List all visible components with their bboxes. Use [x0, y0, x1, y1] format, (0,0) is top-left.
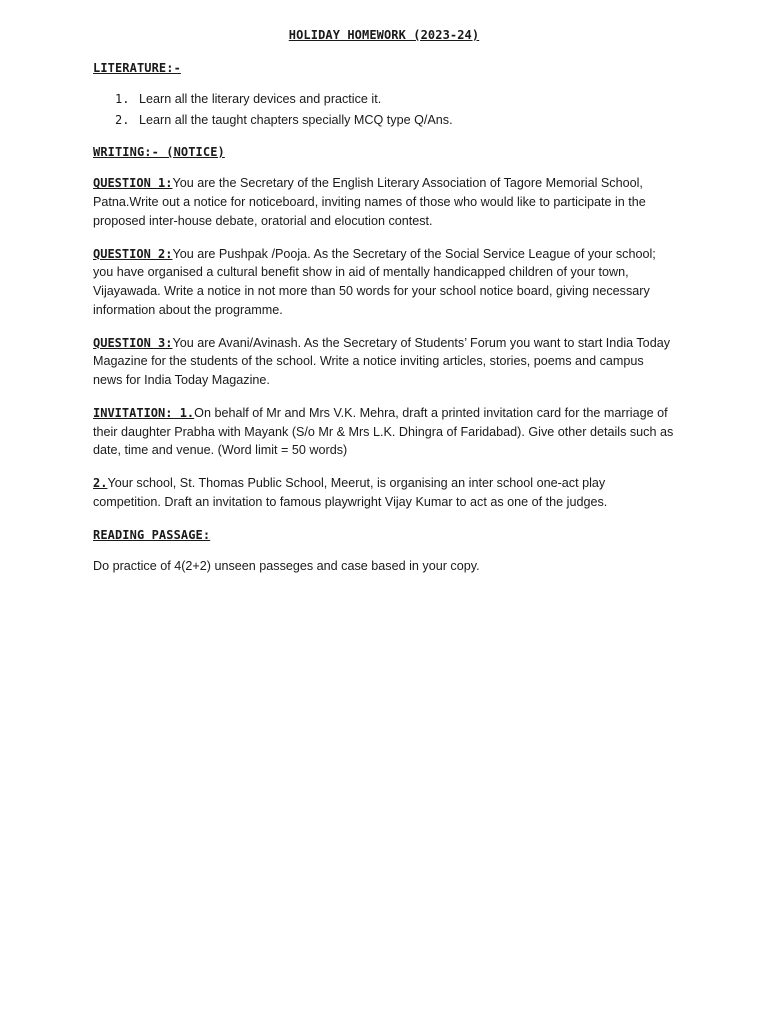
question-1-label: QUESTION 1: — [93, 176, 173, 191]
question-3-text: You are Avani/Avinash. As the Secretary of Students’ Forum you want to start India Today Magazine for the students of the school. Write a notice inviting articles, stories, poems and campus news for India Today Magazine. — [93, 335, 670, 387]
invitation-1 — [93, 404, 675, 460]
invitation-2 — [93, 474, 675, 511]
document-page — [93, 26, 675, 591]
invitation-1-text: On behalf of Mr and Mrs V.K. Mehra, draft a printed invitation card for the marriage of their daughter Prabha with Mayank (S/o Mr & Mrs L.K. Dhingra of Faridabad). Give other details such as date, time and venue. (Word limit = 50 words) — [93, 405, 674, 458]
reading-heading: READING PASSAGE: — [93, 527, 211, 542]
question-2 — [93, 245, 675, 319]
question-2-text: You are Pushpak /Pooja. As the Secretary of the Social Service League of your school; you have organised a cultural benefit show in aid of mentally handicapped children of your town, Vijayawada. Write a notice in not more than 50 words for your school notice board, giving necessary information about the programme. — [93, 246, 656, 317]
invitation-label: INVITATION: 1. — [93, 405, 195, 420]
literature-heading: LITERATURE:- — [93, 60, 181, 75]
invitation-2-number: 2. — [93, 476, 108, 491]
list-item-number: 2. — [115, 113, 130, 128]
list-item-text: Learn all the taught chapters specially MCQ type Q/Ans. — [139, 113, 453, 128]
question-3 — [93, 334, 675, 390]
page-title: HOLIDAY HOMEWORK (2023-24) — [288, 28, 480, 42]
reading-text: Do practice of 4(2+2) unseen passeges and case based in your copy. — [93, 559, 480, 574]
list-item — [93, 111, 675, 130]
question-2-label: QUESTION 2: — [93, 246, 173, 261]
invitation-2-text: Your school, St. Thomas Public School, Meerut, is organising an inter school one-act play competition. Draft an invitation to famous playwright Vijay Kumar to act as one of the judges. — [93, 476, 608, 509]
list-item-number: 1. — [115, 92, 130, 107]
question-3-label: QUESTION 3: — [93, 335, 173, 350]
list-item — [93, 90, 675, 109]
question-1-text: You are the Secretary of the English Literary Association of Tagore Memorial School, Patna.Write out a notice for noticeboard, inviting names of those who would like to participate in the proposed inter-house debate, oratorial and elocution contest. — [93, 176, 646, 228]
list-item-text: Learn all the literary devices and practice it. — [139, 92, 382, 107]
question-1 — [93, 174, 675, 230]
literature-list — [93, 90, 675, 130]
writing-heading: WRITING:- (NOTICE) — [93, 144, 225, 159]
